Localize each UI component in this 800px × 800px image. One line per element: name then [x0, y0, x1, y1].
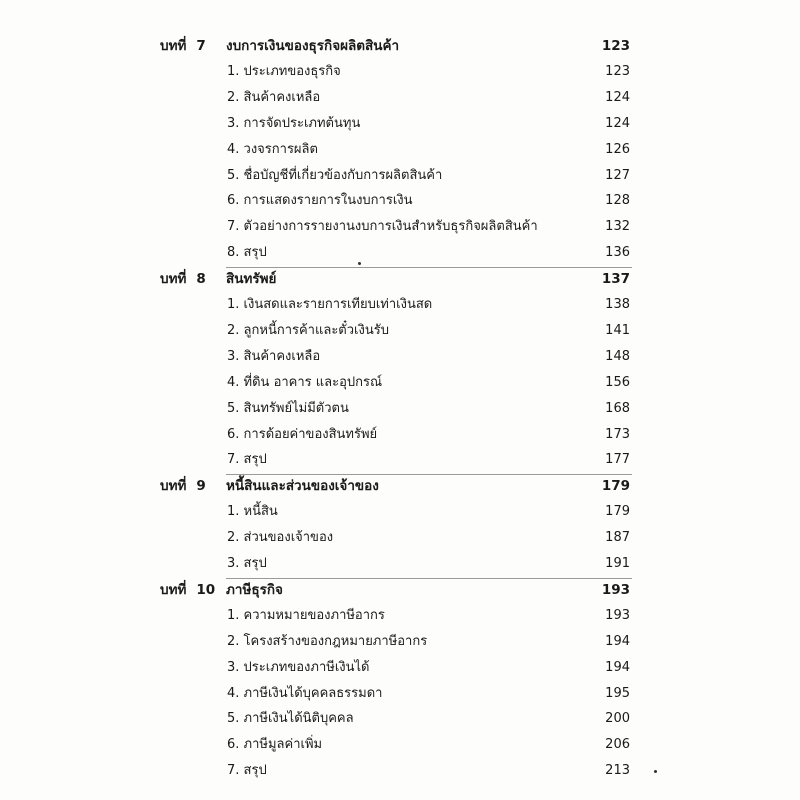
- toc-entry-row[interactable]: [0, 163, 800, 189]
- chapter-page-number: 193: [601, 581, 630, 598]
- toc-entry-row[interactable]: [0, 732, 800, 758]
- toc-entry-row[interactable]: [0, 188, 800, 214]
- toc-entry-row[interactable]: [0, 655, 800, 681]
- toc-entry-page-number: 200: [605, 711, 630, 727]
- chapter-heading-row[interactable]: [0, 577, 800, 603]
- chapter-heading-row[interactable]: [0, 266, 800, 292]
- toc-entry-page-number: 156: [605, 374, 630, 390]
- toc-entry-page-number: 191: [605, 556, 630, 571]
- toc-entry-title: 2. ลูกหนี้การค้าและตั๋วเงินรับ: [227, 322, 389, 338]
- toc-entry-title: 7. สรุป: [227, 763, 267, 779]
- chapter-label: [160, 473, 206, 499]
- toc-entry-row[interactable]: [0, 396, 800, 422]
- toc-entry-row[interactable]: [0, 137, 800, 163]
- chapter-page-number: 137: [601, 271, 630, 288]
- print-speck: [358, 262, 361, 265]
- toc-entry-title: 1. ประเภทของธุรกิจ: [227, 63, 341, 79]
- toc-entry-title: 5. ภาษีเงินได้นิติบุคคล: [227, 711, 354, 727]
- toc-entry-row[interactable]: [0, 603, 800, 629]
- toc-entry-title: 3. สินค้าคงเหลือ: [227, 348, 321, 364]
- chapter-heading-row[interactable]: [0, 33, 800, 59]
- toc-entry-page-number: 127: [605, 167, 630, 183]
- toc-entry-title: 2. ส่วนของเจ้าของ: [227, 530, 334, 546]
- toc-entry-title: 4. วงจรการผลิต: [227, 141, 318, 157]
- toc-entry-page-number: 124: [605, 89, 630, 105]
- toc-entry-title: 4. ภาษีเงินได้บุคคลธรรมดา: [227, 685, 383, 701]
- toc-entry-row[interactable]: [0, 344, 800, 370]
- toc-entry-title: 7. ตัวอย่างการรายงานงบการเงินสำหรับธุรกิจผลิตสินค้า: [227, 219, 538, 235]
- toc-entry-row[interactable]: [0, 525, 800, 551]
- toc-entry-row[interactable]: [0, 85, 800, 111]
- toc-entry-page-number: 148: [605, 348, 630, 364]
- chapter-heading-row[interactable]: [0, 473, 800, 499]
- toc-entry-page-number: 173: [605, 426, 630, 442]
- chapter-page-number: 179: [601, 478, 630, 495]
- toc-entry-page-number: 141: [605, 322, 630, 338]
- chapter-label-text: บทที่: [160, 38, 187, 54]
- toc-entry-page-number: 132: [605, 219, 630, 235]
- chapter-label-text: บทที่: [160, 478, 187, 495]
- toc-entry-title: 8. สรุป: [227, 245, 267, 261]
- chapter-label: [160, 266, 206, 292]
- toc-entry-title: 3. ประเภทของภาษีเงินได้: [227, 659, 370, 675]
- toc-entry-row[interactable]: [0, 59, 800, 85]
- chapter-title: ภาษีธุรกิจ: [226, 581, 283, 598]
- toc-entry-page-number: 177: [605, 452, 630, 468]
- toc-entry-row[interactable]: [0, 422, 800, 448]
- toc-entry-row[interactable]: [0, 318, 800, 344]
- toc-entry-title: 1. หนี้สิน: [227, 504, 278, 520]
- toc-entry-title: 2. สินค้าคงเหลือ: [227, 89, 321, 105]
- toc-entry-row[interactable]: [0, 499, 800, 525]
- chapter-label-text: บทที่: [160, 581, 187, 598]
- toc-entry-title: 4. ที่ดิน อาคาร และอุปกรณ์: [227, 374, 383, 390]
- toc-entry-page-number: 136: [605, 245, 630, 261]
- chapter-number: 7: [196, 38, 206, 54]
- chapter-label: [160, 33, 206, 59]
- toc-entry-row[interactable]: [0, 706, 800, 732]
- toc-entry-page-number: 168: [605, 400, 630, 416]
- toc-entry-row[interactable]: [0, 292, 800, 318]
- toc-entry-row[interactable]: [0, 240, 800, 266]
- toc-entry-row[interactable]: [0, 629, 800, 655]
- print-speck: [654, 770, 657, 773]
- toc-entry-row[interactable]: [0, 214, 800, 240]
- chapter-page-number: 123: [601, 38, 630, 54]
- chapter-label: [160, 577, 215, 603]
- chapter-title: สินทรัพย์: [226, 271, 277, 288]
- toc-entry-row[interactable]: [0, 370, 800, 396]
- chapter-title: หนี้สินและส่วนของเจ้าของ: [226, 478, 379, 495]
- toc-entry-title: 7. สรุป: [227, 452, 267, 468]
- toc-entry-row[interactable]: [0, 447, 800, 473]
- toc-entry-page-number: 193: [605, 607, 630, 623]
- toc-entry-title: 6. การแสดงรายการในงบการเงิน: [227, 193, 413, 209]
- toc-entry-title: 1. ความหมายของภาษีอากร: [227, 607, 385, 623]
- toc-entry-title: 2. โครงสร้างของกฎหมายภาษีอากร: [227, 633, 428, 649]
- chapter-number: 9: [196, 478, 206, 495]
- toc-entry-page-number: 206: [605, 737, 630, 753]
- chapter-label-text: บทที่: [160, 271, 187, 288]
- toc-entry-row[interactable]: [0, 758, 800, 784]
- toc-entry-page-number: 194: [605, 633, 630, 649]
- toc-entry-title: 5. ชื่อบัญชีที่เกี่ยวข้องกับการผลิตสินค้า: [227, 167, 443, 183]
- chapter-number: 10: [196, 581, 216, 598]
- chapter-title: งบการเงินของธุรกิจผลิตสินค้า: [226, 38, 400, 54]
- toc-entry-page-number: 126: [605, 141, 630, 157]
- toc-entry-row[interactable]: [0, 111, 800, 137]
- chapter-number: 8: [196, 271, 206, 288]
- toc-entry-title: 3. สรุป: [227, 556, 267, 571]
- toc-entry-page-number: 194: [605, 659, 630, 675]
- toc-entry-title: 6. ภาษีมูลค่าเพิ่ม: [227, 737, 323, 753]
- toc-entry-title: 3. การจัดประเภทต้นทุน: [227, 115, 361, 131]
- toc-entry-page-number: 195: [605, 685, 630, 701]
- toc-entry-title: 1. เงินสดและรายการเทียบเท่าเงินสด: [227, 297, 433, 312]
- toc-entry-page-number: 138: [605, 297, 630, 312]
- toc-entry-page-number: 179: [605, 504, 630, 520]
- toc-entry-page-number: 187: [605, 530, 630, 546]
- toc-entry-page-number: 124: [605, 115, 630, 131]
- toc-entry-page-number: 128: [605, 193, 630, 209]
- toc-entry-page-number: 213: [605, 763, 630, 779]
- toc-entry-row[interactable]: [0, 551, 800, 577]
- toc-entry-title: 5. สินทรัพย์ไม่มีตัวตน: [227, 400, 349, 416]
- toc-entry-row[interactable]: [0, 681, 800, 707]
- toc-entry-page-number: 123: [605, 63, 630, 79]
- toc-entry-title: 6. การด้อยค่าของสินทรัพย์: [227, 426, 378, 442]
